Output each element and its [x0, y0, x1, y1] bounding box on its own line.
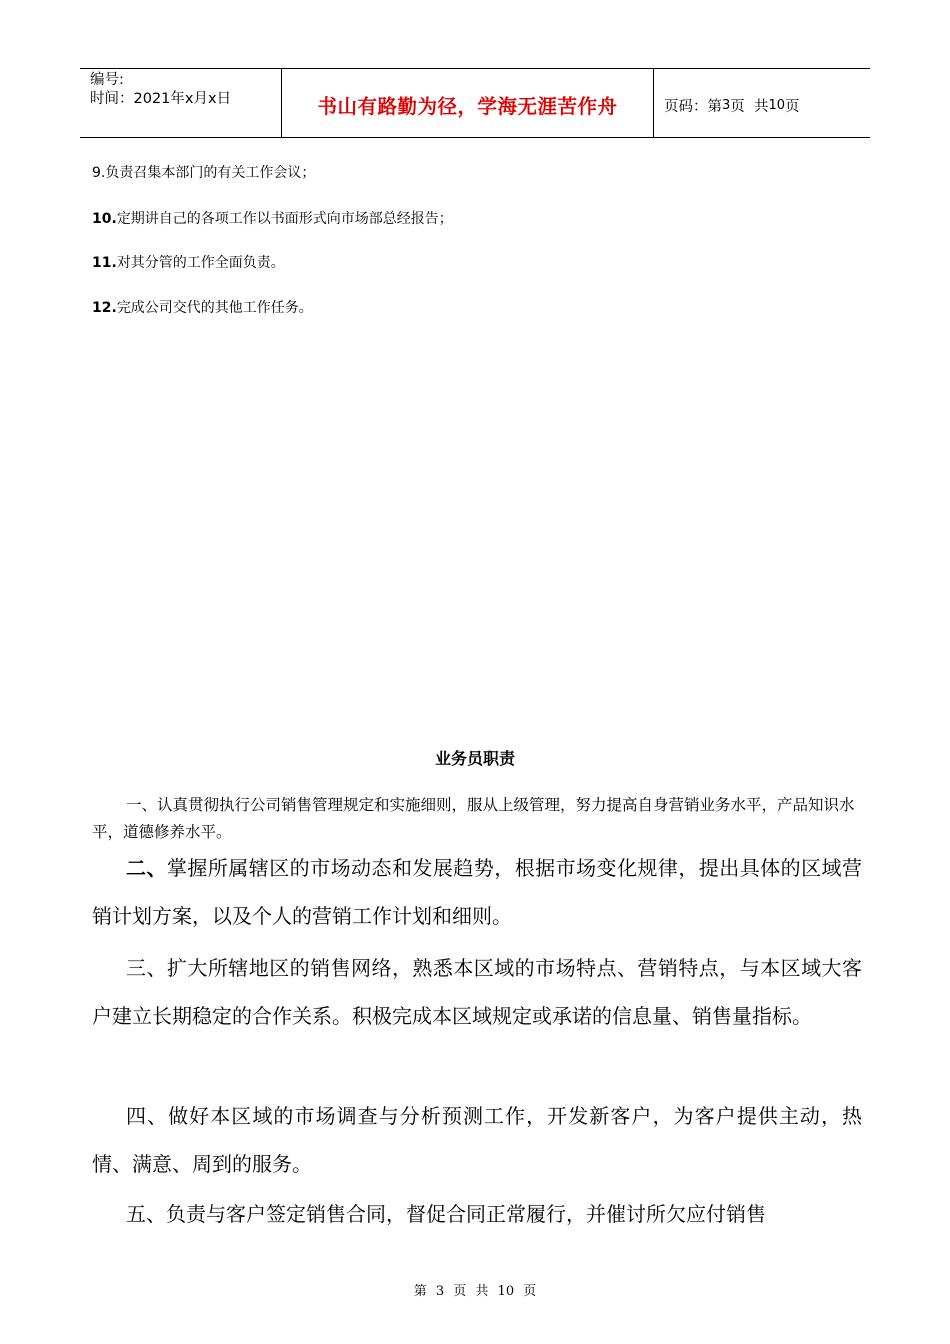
list-item-text: 负责召集本部门的有关工作会议；: [105, 165, 316, 181]
paragraph-3: 三、扩大所辖地区的销售网络，熟悉本区域的市场特点、营销特点，与本区域大客户建立长期稳定的合作关系。积极完成本区域规定或承诺的信息量、销售量指标。: [92, 956, 862, 1028]
header-motto-cell: [282, 69, 654, 137]
paragraph-5: 五、负责与客户签定销售合同，督促合同正常履行，并催讨所欠应付销售: [126, 1202, 766, 1226]
header-number-label: 编号:: [90, 72, 124, 88]
header-page-current: 3: [722, 97, 731, 113]
list-item: [92, 252, 285, 272]
page-footer: 第 3 页 共 10 页: [413, 1284, 537, 1299]
list-item-text: 对其分管的工作全面负责。: [116, 255, 285, 271]
header-motto: 书山有路勤为径，学海无涯苦作舟: [317, 95, 618, 118]
paragraph-2-lead: 二、: [126, 856, 167, 880]
paragraph-1: 一、认真贯彻执行公司销售管理规定和实施细则，服从上级管理，努力提高自身营销业务水平，产品知识水平，道德修养水平。: [92, 796, 855, 841]
paragraph-2: [92, 844, 862, 940]
list-item-number: 9.: [92, 165, 106, 181]
list-item: [92, 208, 453, 228]
list-item: [92, 297, 313, 317]
page-header: [80, 68, 870, 138]
header-time-label: 时间：2021年x月x日: [90, 91, 232, 107]
paragraph-2-text: 掌握所属辖区的市场动态和发展趋势，根据市场变化规律，提出具体的区域营销计划方案，以及个人的营销工作计划和细则。: [92, 856, 863, 928]
list-item-text: 定期讲自己的各项工作以书面形式向市场部总经报告；: [116, 211, 453, 227]
list-item-number: 10.: [92, 211, 117, 227]
header-page-suffix: 页: [785, 98, 800, 115]
header-page-info: [654, 69, 870, 137]
header-page-prefix: 页码：第: [664, 98, 722, 115]
header-meta: [80, 69, 282, 137]
list-item-text: 完成公司交代的其他工作任务。: [116, 300, 313, 316]
list-item: [92, 162, 315, 182]
list-item-number: 12.: [92, 300, 117, 316]
header-page-mid: 页 共: [730, 98, 769, 115]
section-title: 业务员职责: [434, 749, 515, 768]
paragraph-4: 四、做好本区域的市场调查与分析预测工作，开发新客户，为客户提供主动，热情、满意、周到的服务。: [92, 1104, 862, 1176]
list-item-number: 11.: [92, 255, 117, 271]
header-page-total: 10: [768, 97, 786, 113]
